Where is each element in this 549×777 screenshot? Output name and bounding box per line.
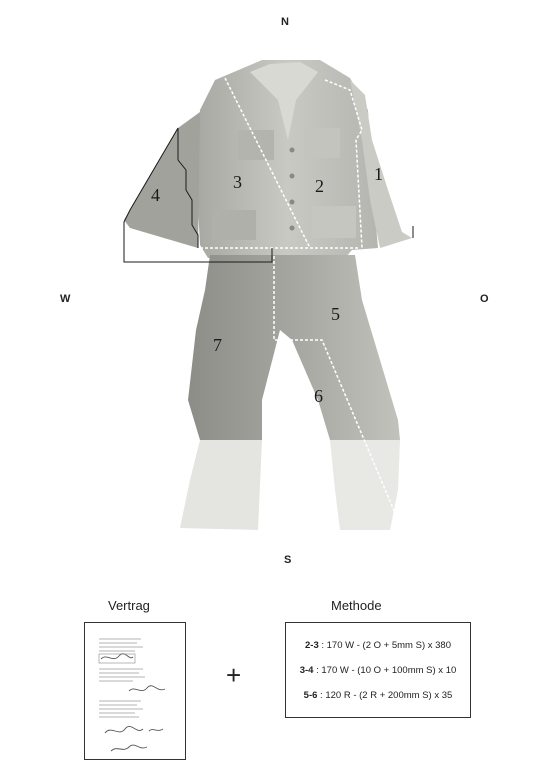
formula-3-4 <box>286 665 470 676</box>
contract-heading: Vertrag <box>108 598 150 613</box>
contract-document <box>84 622 186 760</box>
formula-label: 3-4 <box>299 665 314 676</box>
formula-text: : 170 W - (2 O + 5mm S) x 380 <box>318 640 451 651</box>
segment-label-1: 1 <box>374 164 383 184</box>
method-box <box>285 622 471 718</box>
contract-thumbnail <box>85 623 185 759</box>
method-heading: Methode <box>331 598 382 613</box>
contract-signatures <box>99 654 165 751</box>
segment-label-7: 7 <box>213 335 222 355</box>
segment-label-6: 6 <box>314 386 323 406</box>
formula-text: : 120 R - (2 R + 200mm S) x 35 <box>317 690 453 701</box>
jacket-pocket-upper-right <box>304 128 340 158</box>
segment-label-3: 3 <box>233 172 242 192</box>
formula-label: 2-3 <box>305 640 319 651</box>
jacket-pocket-lower-left <box>212 210 256 240</box>
formula-text: : 170 W - (10 O + 100mm S) x 10 <box>313 665 457 676</box>
formula-2-3 <box>286 640 470 651</box>
formula-5-6 <box>286 690 470 701</box>
trousers-lower-right <box>330 440 400 530</box>
compass-west: W <box>60 293 71 305</box>
segment-label-2: 2 <box>315 176 324 196</box>
jacket-pocket-lower-right <box>312 206 356 238</box>
plus-sign: + <box>226 660 242 690</box>
jacket-pocket-upper-left <box>238 130 274 160</box>
formula-label: 5-6 <box>303 690 318 701</box>
compass-south: S <box>284 554 292 566</box>
segment-label-4: 4 <box>151 185 160 205</box>
compass-east: O <box>480 293 489 305</box>
jacket-left-sleeve <box>124 112 200 248</box>
segment-label-5: 5 <box>331 304 340 324</box>
trousers-lower-left <box>180 440 262 530</box>
compass-north: N <box>281 16 289 28</box>
